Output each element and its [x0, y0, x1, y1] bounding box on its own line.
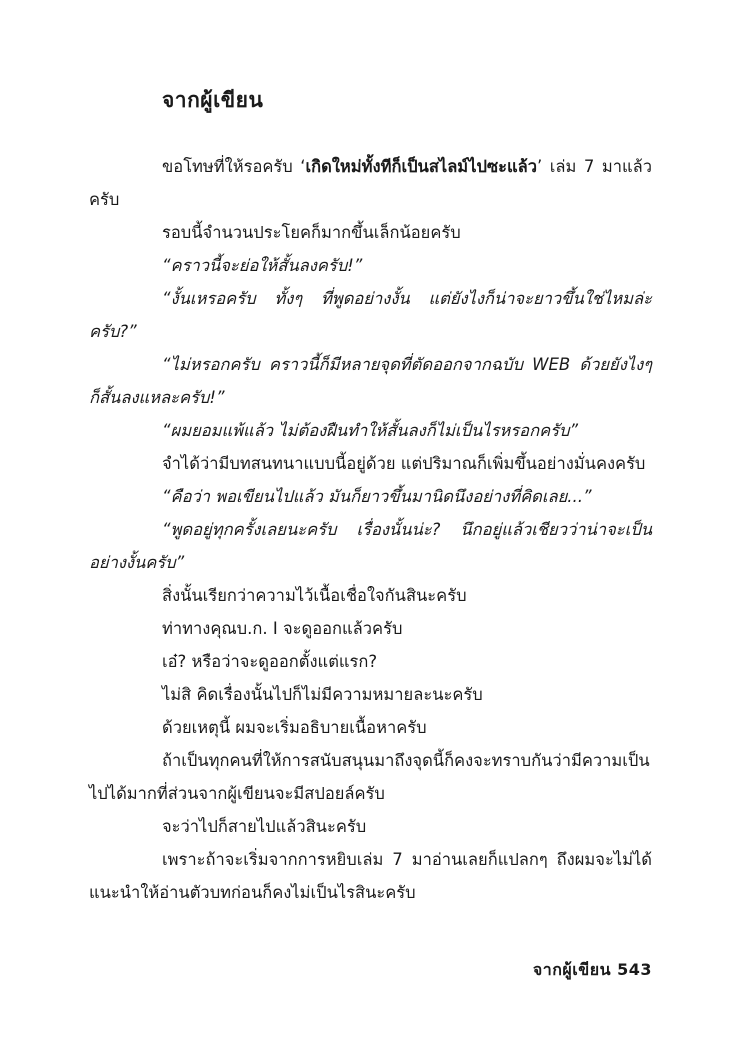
- paragraph-13: ไม่สิ คิดเรื่องนั้นไปก็ไม่มีความหมายละนะครับ: [162, 685, 483, 704]
- dialogue-2: [89, 282, 652, 348]
- dialogue-5: [89, 480, 652, 513]
- dialogue-1-text: “คราวนี้จะย่อให้สั้นลงครับ!”: [162, 256, 363, 275]
- paragraph-11: ท่าทางคุณบ.ก. I จะดูออกแล้วครับ: [162, 619, 403, 638]
- paragraph-2: รอบนี้จำนวนประโยคก็มากขึ้นเล็กน้อยครับ: [162, 223, 461, 242]
- book-title: เกิดใหม่ทั้งทีก็เป็นสไลม์ไปซะแล้ว: [305, 157, 538, 176]
- paragraph-1: [89, 150, 652, 216]
- dialogue-4: [89, 414, 652, 447]
- page-footer: [533, 958, 652, 983]
- dialogue-5-text: “คือว่า พอเขียนไปแล้ว มันก็ยาวขึ้นมานิดนึงอย่างที่คิดเลย...”: [162, 487, 592, 506]
- paragraph-7: จำได้ว่ามีบทสนทนาแบบนี้อยู่ด้วย แต่ปริมาณก็เพิ่มขึ้นอย่างมั่นคงครับ: [162, 454, 646, 473]
- paragraph-14: ด้วยเหตุนี้ ผมจะเริ่มอธิบายเนื้อหาครับ: [162, 718, 427, 737]
- paragraph-12: เอ๋? หรือว่าจะดูออกตั้งแต่แรก?: [162, 652, 378, 671]
- chapter-title: จากผู้เขียน: [162, 88, 264, 112]
- paragraph-1-pre: ขอโทษที่ให้รอครับ ‘: [162, 157, 306, 176]
- dialogue-1: [89, 249, 652, 282]
- dialogue-3-text: “ไม่หรอกครับ คราวนี้ก็มีหลายจุดที่ตัดออกจากฉบับ WEB ด้วยยังไงๆ ก็สั้นลงแหละครับ!”: [89, 355, 652, 407]
- paragraph-15: ถ้าเป็นทุกคนที่ให้การสนับสนุนมาถึงจุดนี้ก็คงจะทราบกันว่ามีความเป็นไปได้มากที่ส่วนจากผู้เขียนจะมีสปอยล์ครับ: [89, 751, 650, 803]
- dialogue-4-text: “ผมยอมแพ้แล้ว ไม่ต้องฝืนทำให้สั้นลงก็ไม่เป็นไรหรอกครับ”: [162, 421, 578, 440]
- body-text: [89, 150, 652, 909]
- dialogue-6-text: “พูดอยู่ทุกครั้งเลยนะครับ เรื่องนั้นน่ะ? นึกอยู่แล้วเชียวว่าน่าจะเป็นอย่างงั้นครับ”: [89, 520, 652, 572]
- paragraph-16: จะว่าไปก็สายไปแล้วสินะครับ: [162, 817, 367, 836]
- dialogue-6: [89, 513, 652, 579]
- paragraph-1-post: ’ เล่ม 7 มาแล้วครับ: [89, 157, 652, 209]
- dialogue-3: [89, 348, 652, 414]
- page-number: 543: [617, 960, 652, 979]
- dialogue-2-text: “งั้นเหรอครับ ทั้งๆ ที่พูดอย่างงั้น แต่ยังไงก็น่าจะยาวขึ้นใช่ไหมล่ะครับ?”: [89, 289, 652, 341]
- footer-section: จากผู้เขียน: [532, 960, 612, 979]
- paragraph-10: สิ่งนั้นเรียกว่าความไว้เนื้อเชื่อใจกันสินะครับ: [162, 586, 467, 605]
- paragraph-17: เพราะถ้าจะเริ่มจากการหยิบเล่ม 7 มาอ่านเลยก็แปลกๆ ถึงผมจะไม่ได้แนะนำให้อ่านตัวบทก่อนก็คงไม่เป็นไรสินะครับ: [89, 850, 652, 902]
